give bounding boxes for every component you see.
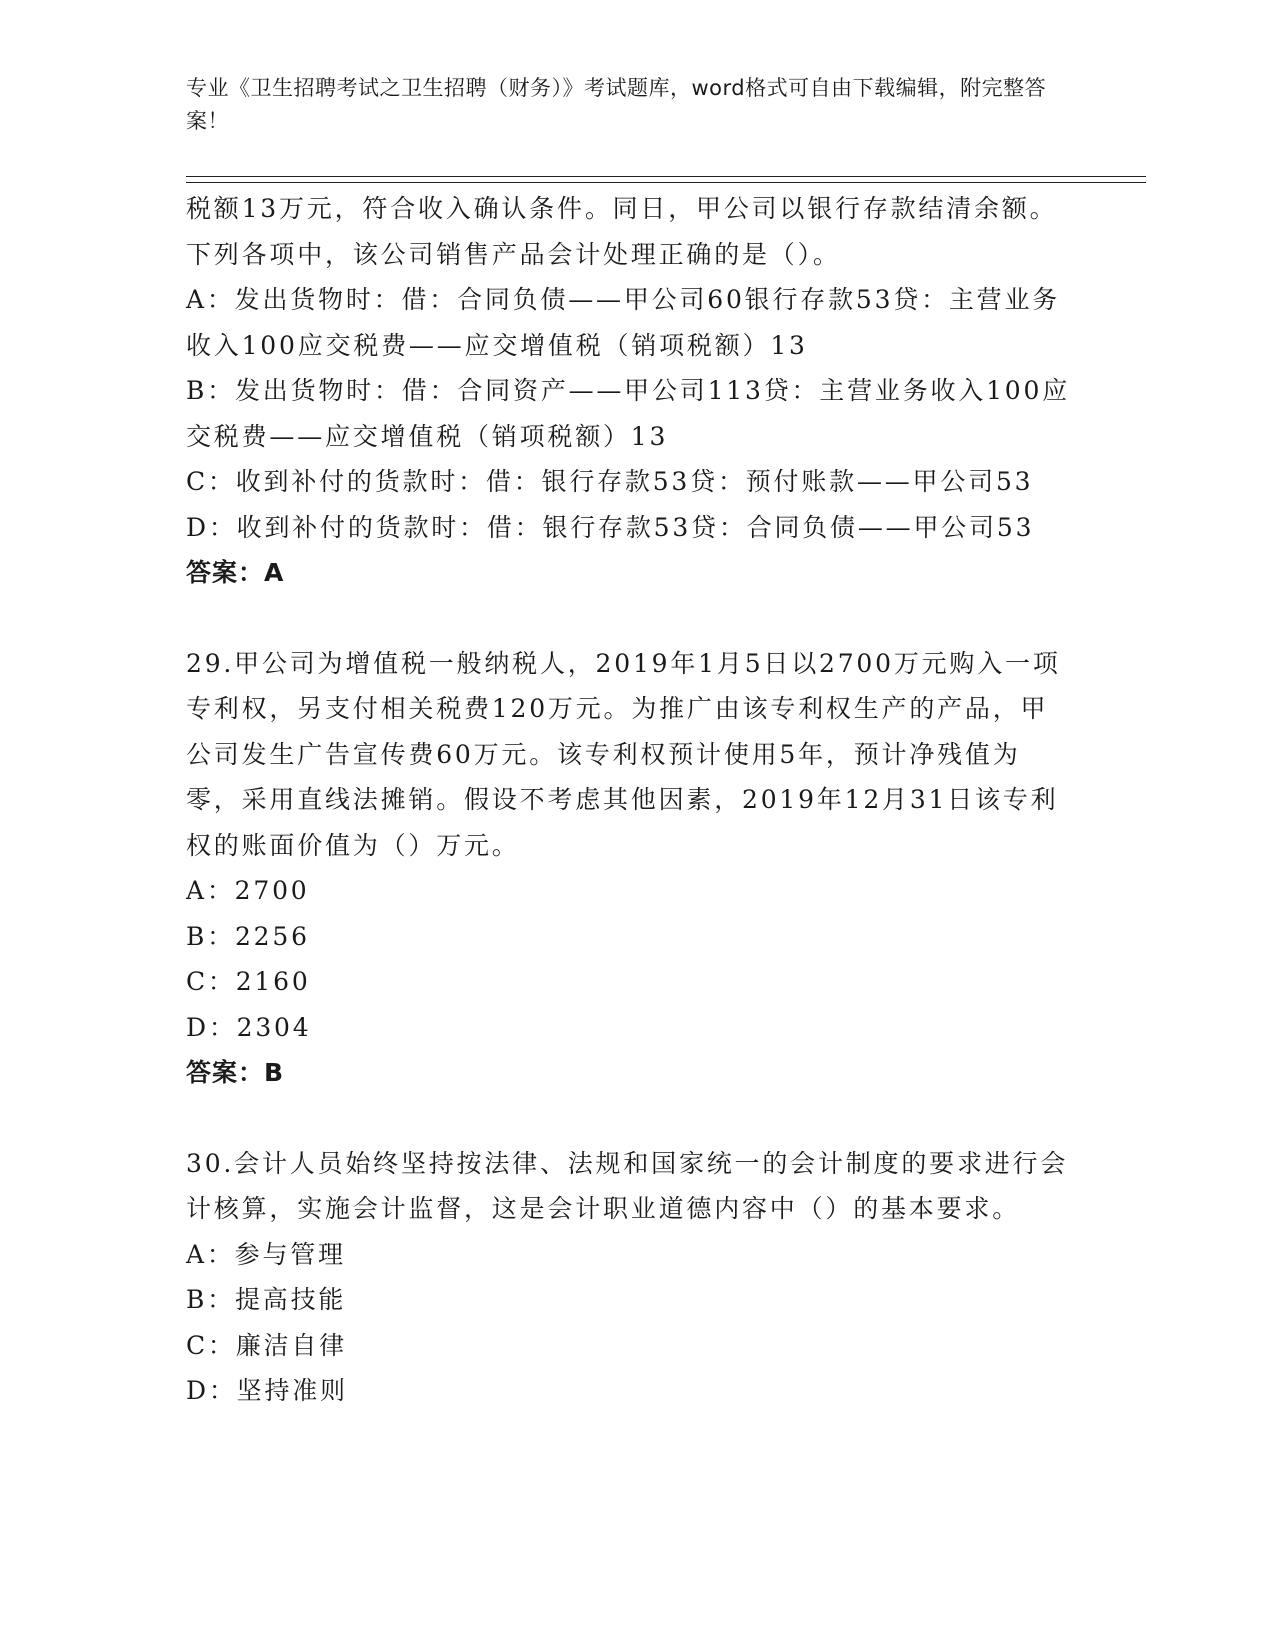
option-c: C：收到补付的货款时：借：银行存款53贷：预付账款——甲公司53 — [186, 467, 1034, 496]
header-divider-top — [186, 176, 1146, 177]
option-a: A：2700 — [186, 876, 310, 905]
option-b: B：提高技能 — [186, 1285, 347, 1314]
question-28 — [186, 186, 1076, 596]
question-30 — [186, 1141, 1076, 1414]
option-a: A：参与管理 — [186, 1239, 346, 1269]
header-divider-bottom — [186, 182, 1146, 183]
answer-label: 答案：B — [186, 1058, 285, 1087]
question-stem: 税额13万元，符合收入确认条件。同日，甲公司以银行存款结清余额。下列各项中，该公司销售产品会计处理正确的是（）。 — [186, 194, 1058, 269]
option-b: B：发出货物时：借：合同资产——甲公司113贷：主营业务收入100应交税费——应交增值税（销项税额）13 — [186, 376, 1071, 451]
option-b: B：2256 — [186, 921, 310, 951]
answer-label: 答案：A — [186, 558, 285, 587]
spacer — [186, 596, 1076, 641]
spacer — [186, 1096, 1076, 1141]
option-d: D：2304 — [186, 1012, 312, 1042]
question-stem: 30.会计人员始终坚持按法律、法规和国家统一的会计制度的要求进行会计核算，实施会计监督，这是会计职业道德内容中（）的基本要求。 — [186, 1148, 1069, 1223]
option-d: D：收到补付的货款时：借：银行存款53贷：合同负债——甲公司53 — [186, 512, 1035, 542]
option-c: C：2160 — [186, 967, 311, 996]
option-c: C：廉洁自律 — [186, 1330, 347, 1360]
question-29 — [186, 641, 1076, 1096]
option-d: D：坚持准则 — [186, 1376, 348, 1405]
question-content — [186, 186, 1076, 1414]
question-stem: 29.甲公司为增值税一般纳税人，2019年1月5日以2700万元购入一项专利权，另支付相关税费120万元。为推广由该专利权生产的产品，甲公司发生广告宣传费60万元。该专利权预计使用5年，预计净残值为零，采用直线法摊销。假设不考虑其他因素，2019年12月31日该专利权的账面价值为（）万元。 — [186, 648, 1061, 860]
option-a: A：发出货物时：借：合同负债——甲公司60银行存款53贷：主营业务收入100应交税费——应交增值税（销项税额）13 — [186, 285, 1061, 360]
document-header: 专业《卫生招聘考试之卫生招聘（财务）》考试题库，word格式可自由下载编辑，附完整答案！ — [186, 76, 1047, 133]
